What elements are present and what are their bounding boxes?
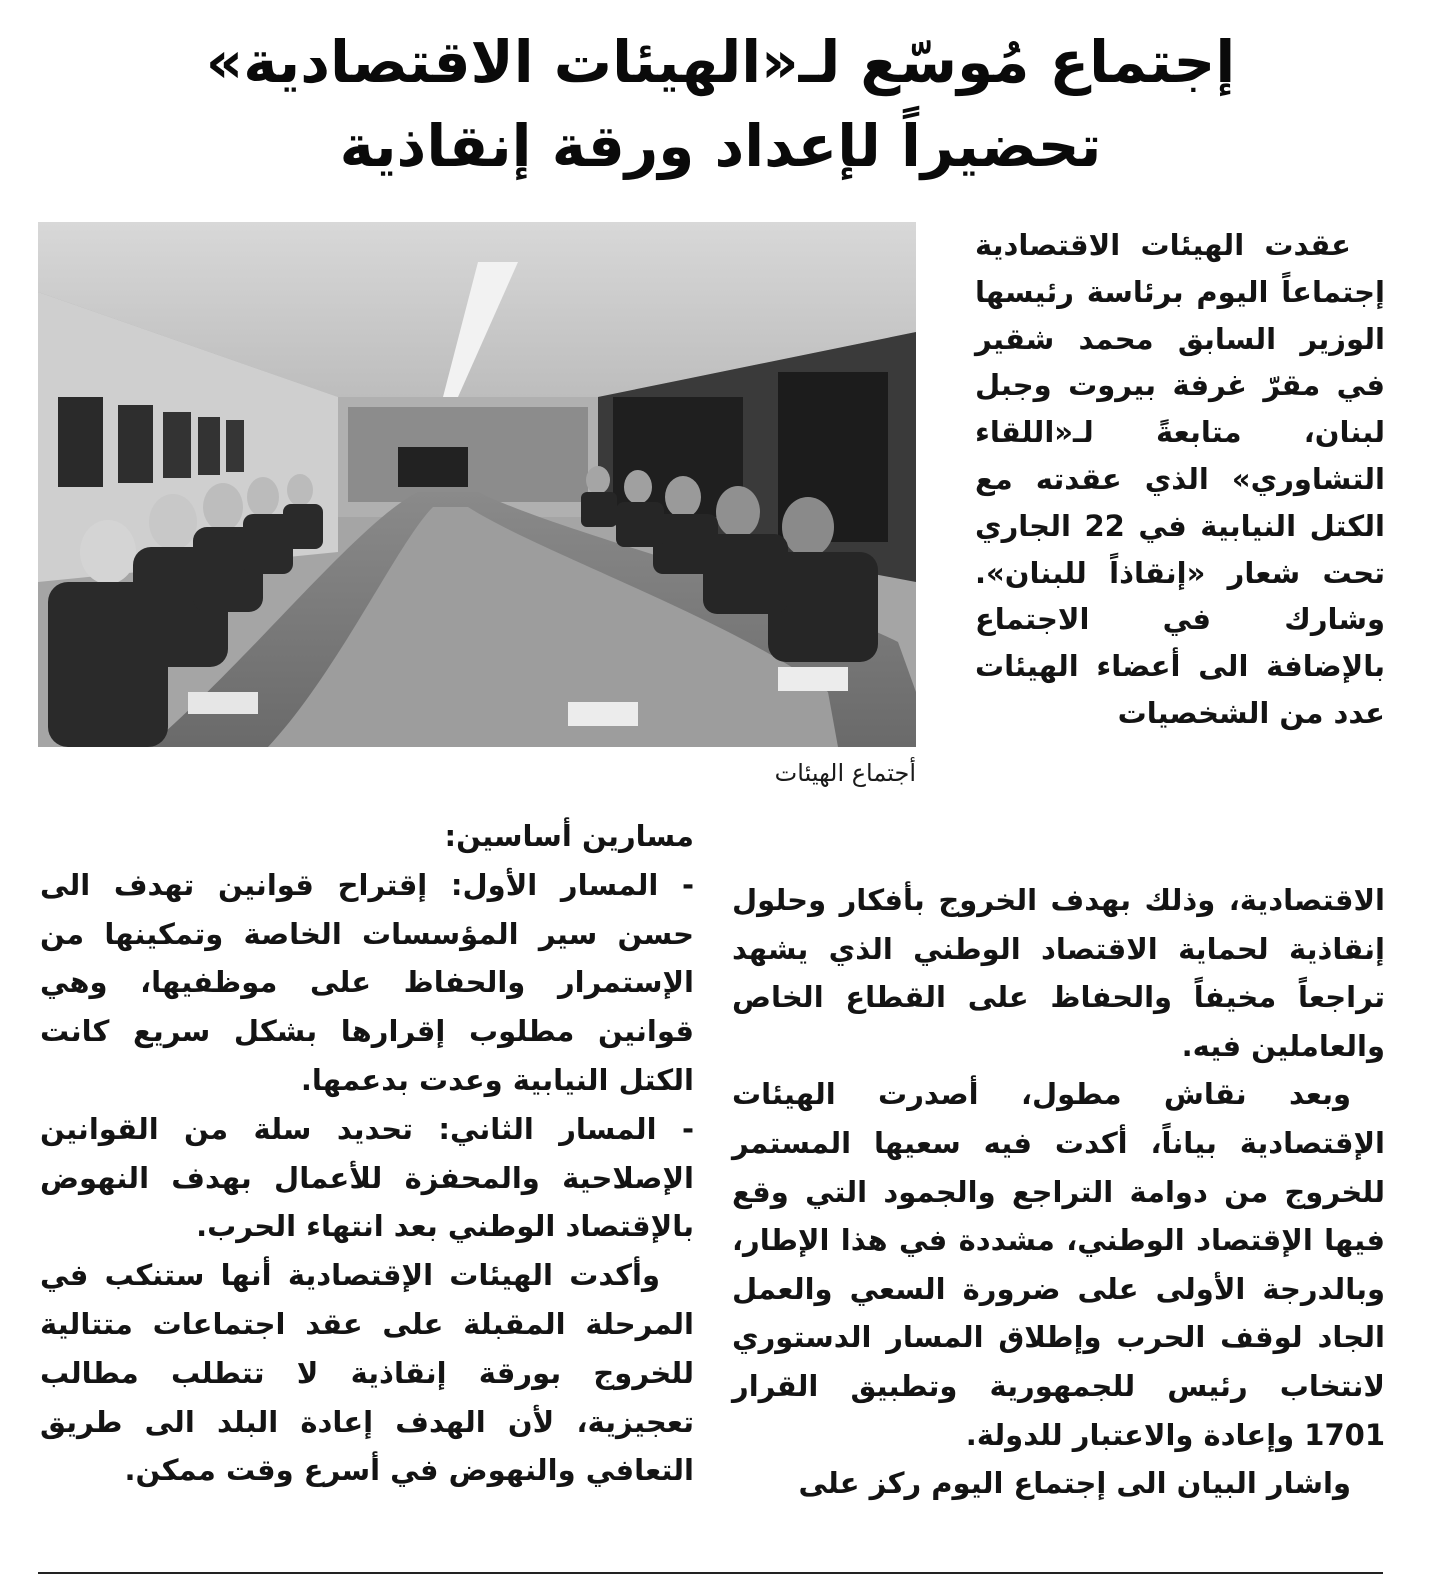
article-paragraph-1-continued: الاقتصادية، وذلك بهدف الخروج بأفكار وحلول إنقاذية لحماية الاقتصاد الوطني الذي يشهد تراجعاً مخيفاً والحفاظ على القطاع الخاص والعاملين فيه. xyxy=(732,883,1385,1063)
meeting-photo xyxy=(38,222,916,747)
meeting-room-image xyxy=(38,222,916,747)
article-paragraph-2: وبعد نقاش مطول، أصدرت الهيئات الإقتصادية بياناً، أكدت فيه سعيها المستمر للخروج من دوامة التراجع والجمود التي وقع فيها الإقتصاد الوطني، مشددة في هذا الإطار، وبالدرجة الأولى على ضرورة السعي والعمل الجاد لوقف الحرب وإطلاق المسار الدستوري لانتخاب رئيس للجمهورية وتطبيق القرار 1701 وإعادة والاعتبار للدولة. xyxy=(732,1077,1385,1452)
track-2: - المسار الثاني: تحديد سلة من القوانين الإصلاحية والمحفزة للأعمال بهدف النهوض بالإقتصاد الوطني بعد انتهاء الحرب. xyxy=(40,1111,694,1244)
article-column-right-top xyxy=(975,222,1385,737)
headline-line-2: تحضيراً لإعداد ورقة إنقاذية xyxy=(339,112,1102,180)
photo-caption: أجتماع الهيئات xyxy=(774,759,916,787)
article-paragraph-3-start: واشار البيان الى إجتماع اليوم ركز على xyxy=(798,1466,1351,1501)
article-paragraph-4: وأكدت الهيئات الإقتصادية أنها ستنكب في المرحلة المقبلة على عقد اجتماعات متتالية للخروج بورقة إنقاذية لا تتطلب مطالب تعجيزية، لأن الهدف إعادة البلد الى طريق التعافي والنهوض في أسرع وقت ممكن. xyxy=(40,1258,694,1488)
article-column-left xyxy=(40,812,694,1495)
tracks-intro: مسارين أساسين: xyxy=(444,819,694,853)
article-column-right-bottom xyxy=(732,876,1385,1508)
track-1: - المسار الأول: إقتراح قوانين تهدف الى حسن سير المؤسسات الخاصة وتمكينها من الإستمرار والحفاظ على موظفيها، وهي قوانين مطلوب إقرارها بشكل سريع كانت الكتل النيابية وعدت بدعمها. xyxy=(40,867,694,1097)
headline-line-1: إجتماع مُوسّع لـ«الهيئات الاقتصادية» xyxy=(205,28,1236,96)
article-paragraph-1: عقدت الهيئات الاقتصادية إجتماعاً اليوم برئاسة رئيسها الوزير السابق محمد شقير في مقرّ غرفة بيروت وجبل لبنان، متابعةً لـ«اللقاء التشاوري» الذي عقدته مع الكتل النيابية في 22 الجاري تحت شعار «إنقاذاً للبنان». وشارك في الاجتماع بالإضافة الى أعضاء الهيئات عدد من الشخصيات xyxy=(975,228,1385,730)
bottom-divider xyxy=(38,1572,1383,1574)
headline xyxy=(40,20,1401,188)
